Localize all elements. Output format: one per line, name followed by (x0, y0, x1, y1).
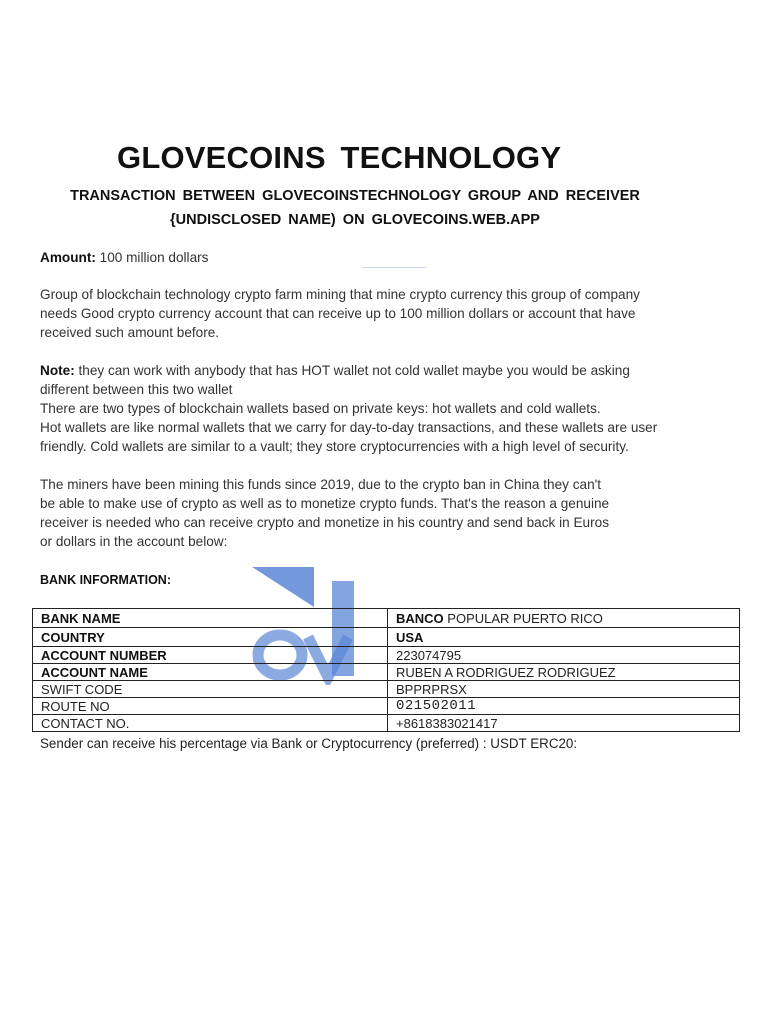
paragraph3-line: The miners have been mining this funds since 2019, due to the crypto ban in China they can't (40, 477, 602, 492)
table-row (33, 647, 740, 664)
note-line (40, 363, 630, 378)
account-name-value: RUBEN A RODRIGUEZ RODRIGUEZ (388, 664, 740, 681)
paragraph3-line: receiver is needed who can receive crypto and monetize in his country and send back in Euros (40, 515, 609, 530)
paragraph1-line: Group of blockchain technology crypto farm mining that mine crypto currency this group of company (40, 287, 640, 302)
paragraph1-line: received such amount before. (40, 325, 220, 340)
account-number-value: 223074795 (388, 647, 740, 664)
note-text: they can work with anybody that has HOT wallet not cold wallet maybe you would be asking (78, 363, 630, 378)
bank-info-heading: BANK INFORMATION: (40, 573, 171, 587)
amount-value: 100 million dollars (99, 250, 209, 265)
table-row (33, 664, 740, 681)
account-name-label: ACCOUNT NAME (33, 664, 388, 681)
footer-note: Sender can receive his percentage via Bank or Cryptocurrency (preferred) : USDT ERC20: (40, 736, 578, 751)
table-row (33, 698, 740, 715)
bank-name-label: BANK NAME (33, 609, 388, 628)
table-row (33, 609, 740, 628)
route-no-value: 021502011 (388, 698, 740, 715)
paragraph1-line: needs Good crypto currency account that can receive up to 100 million dollars or account that have (40, 306, 636, 321)
paragraph3-line: or dollars in the account below: (40, 534, 228, 549)
contact-no-label: CONTACT NO. (33, 715, 388, 732)
note-line: Hot wallets are like normal wallets that we carry for day-to-day transactions, and these wallets are user (40, 420, 658, 435)
document-subtitle-line1: TRANSACTION BETWEEN GLOVECOINSTECHNOLOGY GROUP AND RECEIVER (70, 188, 640, 204)
contact-no-value: +8618383021417 (388, 715, 740, 732)
bank-info-table (32, 608, 740, 732)
table-row (33, 628, 740, 647)
country-label: COUNTRY (33, 628, 388, 647)
route-no-label: ROUTE NO (33, 698, 388, 715)
swift-code-label: SWIFT CODE (33, 681, 388, 698)
note-line: different between this two wallet (40, 382, 233, 397)
country-value: USA (388, 628, 740, 647)
bank-name-value: BANCO POPULAR PUERTO RICO (388, 609, 740, 628)
table-row (33, 681, 740, 698)
amount-label: Amount: (40, 250, 96, 265)
decorative-rule (362, 267, 426, 268)
amount-line (40, 250, 208, 265)
table-row (33, 715, 740, 732)
account-number-label: ACCOUNT NUMBER (33, 647, 388, 664)
note-line: friendly. Cold wallets are similar to a vault; they store cryptocurrencies with a high level of security. (40, 439, 629, 454)
swift-code-value: BPPRPRSX (388, 681, 740, 698)
paragraph3-line: be able to make use of crypto as well as to monetize crypto funds. That's the reason a genuine (40, 496, 610, 511)
note-label: Note: (40, 363, 75, 378)
document-title: GLOVECOINS TECHNOLOGY (117, 140, 562, 175)
document-subtitle-line2: {UNDISCLOSED NAME) ON GLOVECOINS.WEB.APP (170, 212, 540, 228)
note-line: There are two types of blockchain wallets based on private keys: hot wallets and cold wallets. (40, 401, 601, 416)
